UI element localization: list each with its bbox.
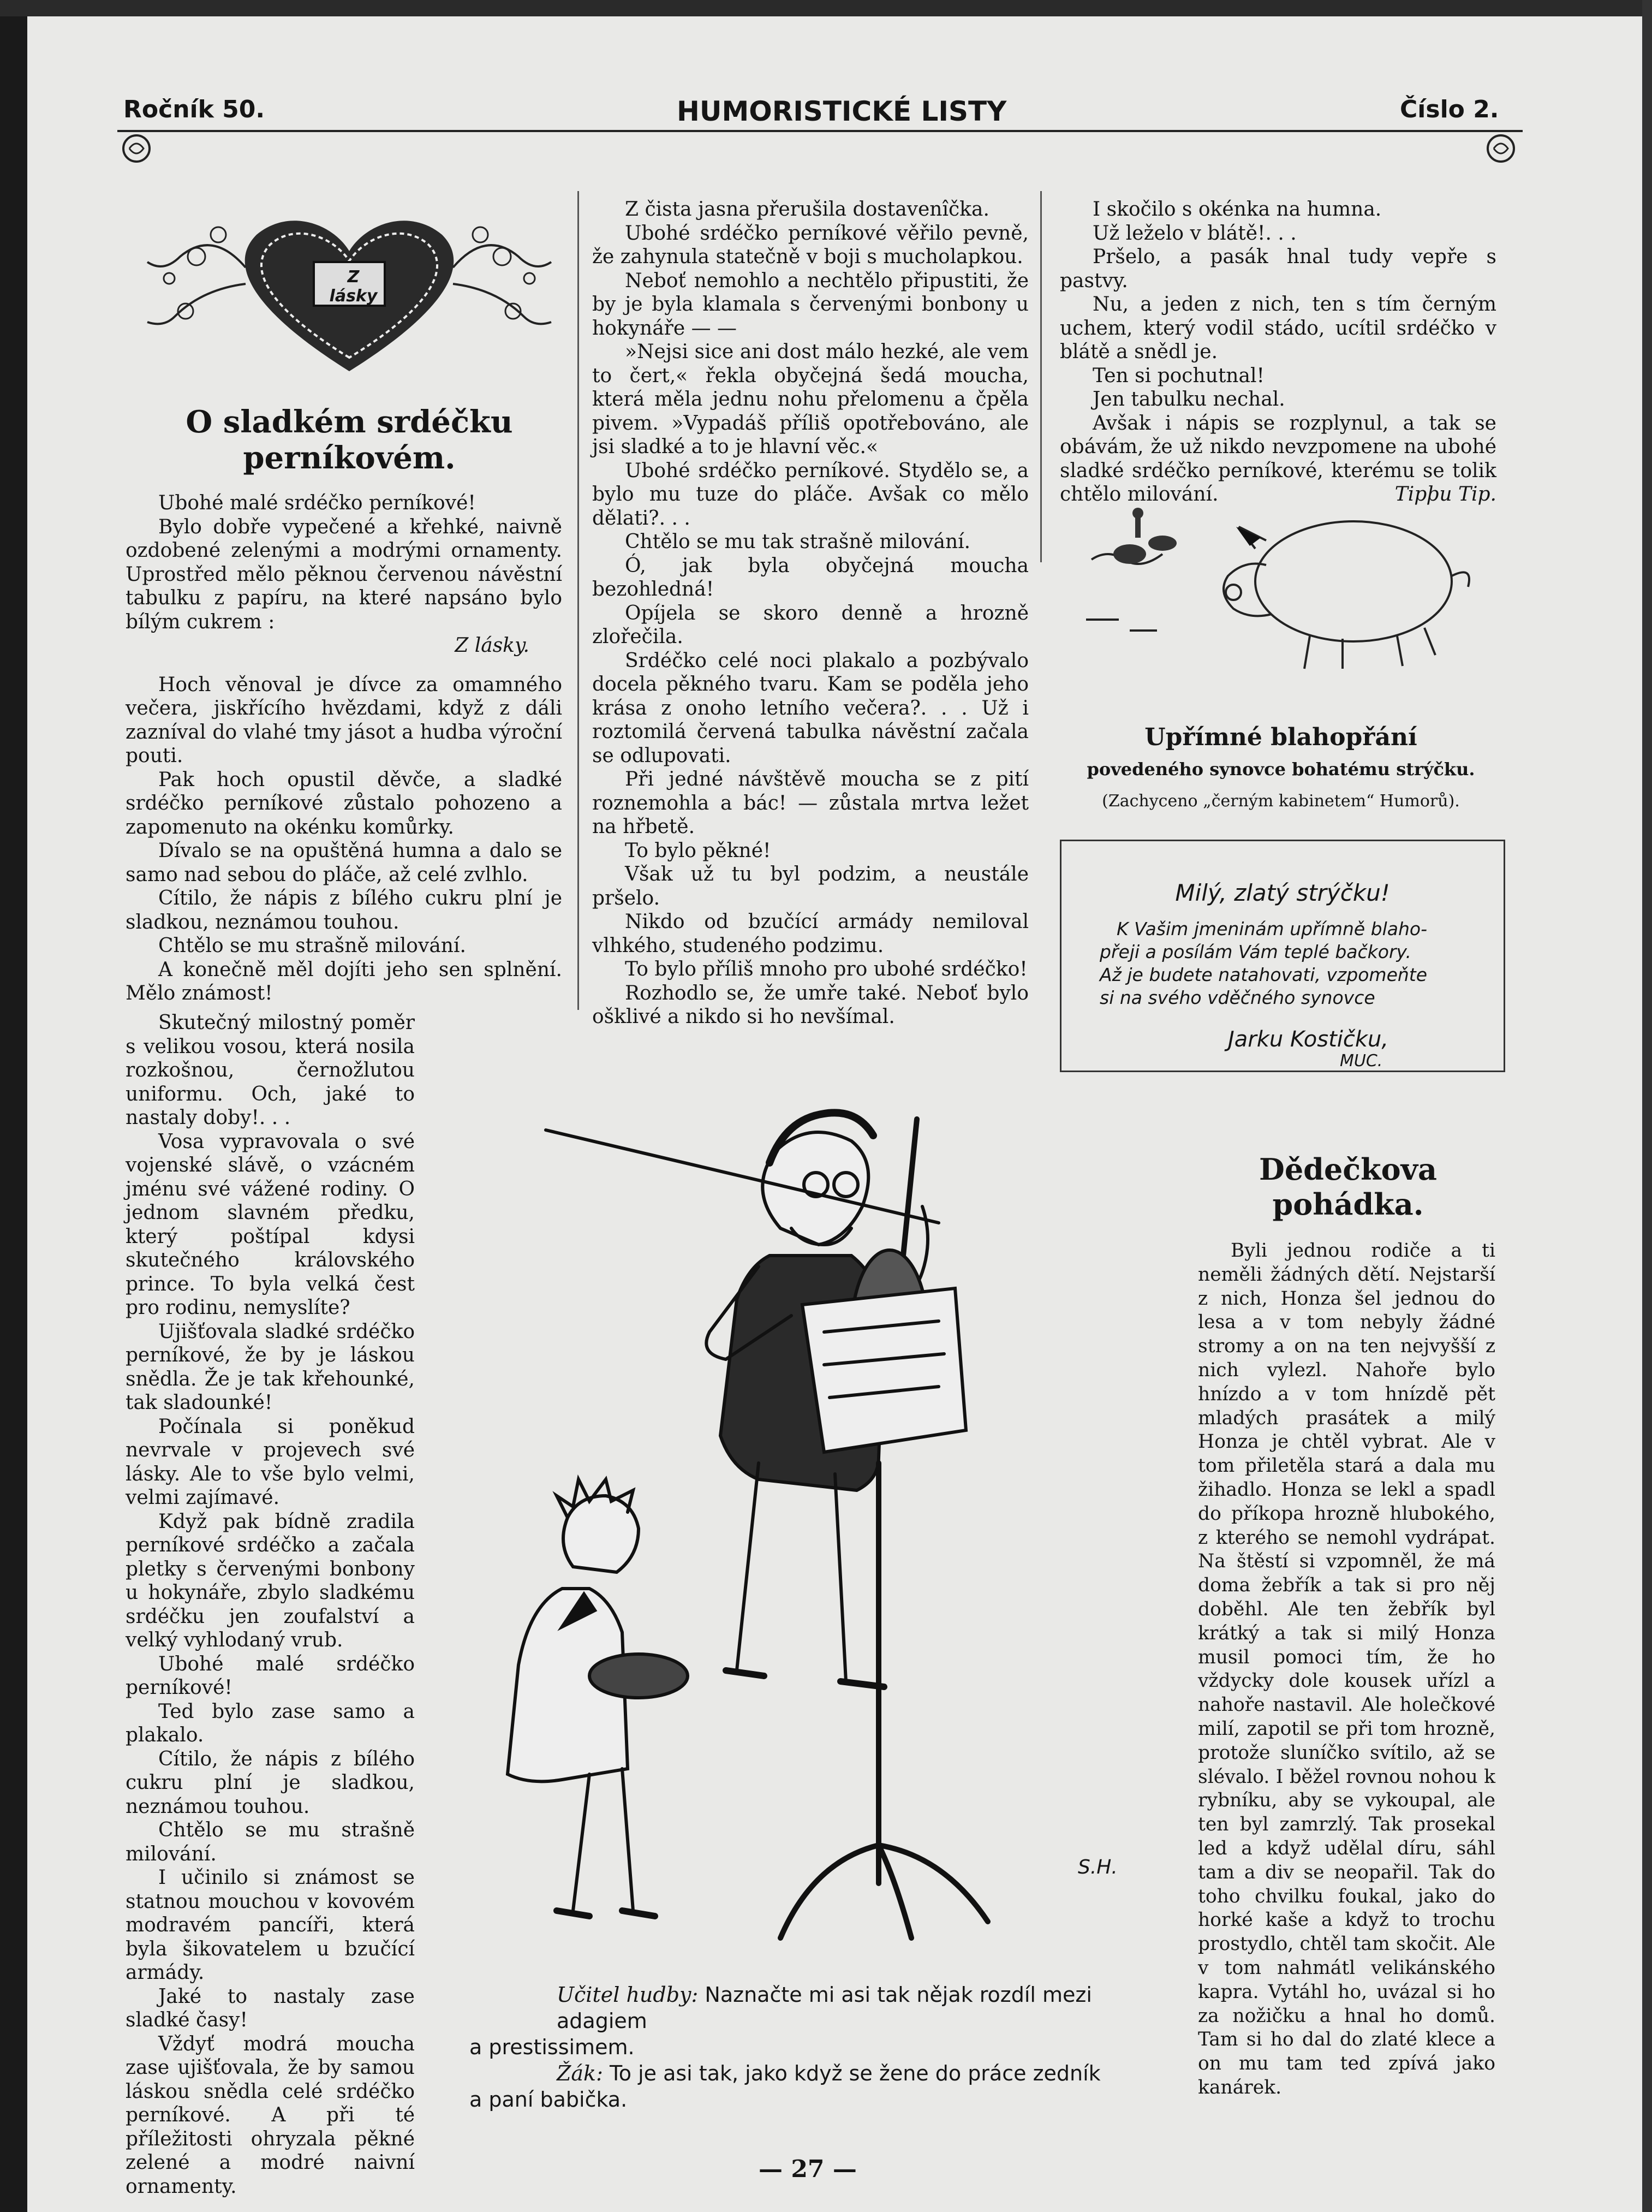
story-title-line: O sladkém srdéčku	[186, 404, 513, 440]
header-volume: Ročník 50.	[123, 96, 265, 123]
caption-line	[469, 2060, 1168, 2086]
letter-box	[1060, 840, 1505, 1072]
top-edge	[0, 0, 1652, 16]
author-signature: Tipþu Tip.	[1394, 483, 1496, 506]
caption-line: a paní babička.	[469, 2088, 628, 2112]
paragraph: Pak hoch opustil děvče, a sladké srdéčko perníkové zůstalo pohozeno a zapomenuto na okénku komůrky.	[126, 768, 562, 839]
paragraph: Ubohé srdéčko perníkové věřilo pevně, že zahynula statečně v boji s mucholapkou.	[592, 222, 1029, 268]
letter-sign: Jarku Kostičku,	[1228, 1027, 1389, 1052]
paragraph: Ubohé srdéčko perníkové. Stydělo se, a bylo mu tuze do pláče. Avšak co mělo dělati?. . .	[592, 459, 1029, 530]
paragraph: Vosa vypravovala o své vojenské slávě, o vzácném jménu své vážené rodiny. O jednom slavném předku, který poštípal kdysi skutečného královského prince. To byla velká čest pro rodinu, nemyslíte?	[126, 1130, 415, 1319]
page-number: — 27 —	[759, 2155, 857, 2183]
story2-title	[1195, 1152, 1501, 1222]
paragraph: Chtělo se mu strašně milování.	[126, 1819, 415, 1865]
paragraph: Při jedné návštěvě moucha se z pití roznemohla a bác! — zůstala mrtva ležet na hřbetě.	[592, 768, 1029, 838]
paragraph: Už leželo v blátě!. . .	[1093, 222, 1297, 245]
illustration-signature: S.H.	[1078, 1856, 1118, 1878]
right-edge	[1642, 0, 1652, 2212]
column-divider	[577, 191, 579, 1010]
story2-text	[1198, 1239, 1495, 2100]
paragraph: Když pak bídně zradila perníkové srdéčko a začala pletky s červenými bonbony u hokynáře, zbylo sladkému srdéčku jen zoufalství a velký vyhlodaný vrub.	[126, 1510, 415, 1651]
story-column-2	[592, 198, 1029, 1029]
paragraph: Ubohé malé srdéčko perníkové!	[126, 1652, 415, 1699]
letter-line: si na svého vděčného synovce	[1100, 987, 1375, 1008]
caption-text: To je asi tak, jako když se žene do práce zedník	[609, 2061, 1101, 2085]
paragraph: Chtělo se mu tak strašně milování.	[625, 531, 971, 553]
paragraph: Vždyť modrá moucha zase ujišťovala, že by samou láskou snědla celé srdéčko perníkové. A při té příležitosti ohryzala pěkné zelené a modré naivní ornamenty.	[126, 2032, 415, 2198]
congrats-subtitle: povedeného synovce bohatému strýčku.	[1087, 759, 1475, 780]
paragraph: Cítilo, že nápis z bílého cukru plní je sladkou, neznámou touhou.	[126, 887, 562, 933]
story-column-1-narrow	[126, 1011, 415, 2198]
letter-sign-title: MUC.	[1340, 1051, 1383, 1071]
congrats-title: Upřímné blahopřání	[1144, 723, 1417, 751]
paragraph: Srdéčko celé noci plakalo a pozbývalo docela pěkného tvaru. Kam se poděla jeho krása z onoho letního večera?. . . Už i roztomilá červená tabulka návěstní začala se odlupovati.	[592, 649, 1029, 767]
letter-body	[1100, 918, 1427, 1009]
caption-text: Naznačte mi asi tak nějak rozdíl mezi adagiem	[557, 1983, 1092, 2033]
paragraph: Byli jednou rodiče a ti neměli žádných dětí. Nejstarší z nich, Honza šel jednou do lesa a v tom nebyly žádné stromy a on na ten nejvyšší z nich vylezl. Nahoře bylo hnízdo a v tom hnízdě pět mladých prasátek a milý Honza je chtěl vybrat. Ale v tom přiletěla stará a dala mu žihadlo. Honza se lekl a spadl do příkopa hrozně hlubokého, z kterého se nemohl vydrápat. Na štěstí si vzpomněl, že má doma žebřík a tak si pro něj doběhl. Ale ten žebřík byl krátký a tak si milý Honza musil pomoci tím, že ho vždycky dole kousek uřízl a nahoře nastavil. Ale holečkové milí, zapotil se při tom hrozně, protože sluníčko svítilo, až se slévalo. I běžel rovnou nohou k rybníku, aby se vykoupal, ale ten byl zamrzlý. Tak prosekal led a když udělal díru, sáhl tam a div se neopařil. Tak do toho chvilku foukal, jako do horké kaše a když to trochu prostydlo, chtěl tam skočit. Ale v tom nahmátl velikánského kapra. Vytáhl ho, uvázal si ho za nožičku a hnal ho domů. Tam si ho dal do zlaté klece a on mu tam ted zpívá jako kanárek.	[1198, 1240, 1495, 2098]
paragraph: Chtělo se mu strašně milování.	[158, 935, 466, 957]
story-title-line: perníkovém.	[243, 440, 456, 476]
column-divider	[1040, 191, 1042, 562]
paragraph: Ujišťovala sladké srdéčko perníkové, že by je láskou snědla. Že je tak křehounké, tak sladounké!	[126, 1320, 415, 1414]
caption-speaker: Učitel hudby:	[557, 1983, 699, 2007]
paragraph: Bylo dobře vypečené a křehké, naivně ozdobené zelenými a modrými ornamenty. Uprostřed mělo pěknou červenou návěstní tabulku z papíru, na které napsáno bylo bílým cukrem :	[126, 515, 562, 633]
caption-line	[469, 1982, 1168, 2034]
paragraph: Avšak i nápis se rozplynul, a tak se obávám, že už nikdo nevzpomene na ubohé sladké srdéčko perníkové, kterému se tolik chtělo milování.	[1060, 412, 1496, 506]
story2-title-line: pohádka.	[1272, 1187, 1424, 1222]
paragraph: Jaké to nastaly zase sladké časy!	[126, 1985, 415, 2031]
ornament-icon	[117, 132, 156, 165]
paragraph: Z čista jasna přerušila dostavenîčka.	[625, 198, 989, 221]
letter-line: přeji a posílám Vám teplé bačkory.	[1100, 941, 1411, 962]
illustration-caption	[469, 1982, 1168, 2113]
paragraph: Hoch věnoval je dívce za omamného večera, jiskřícího hvězdami, když z dáli zazníval do vlahé tmy jásot a hudba výroční pouti.	[126, 673, 562, 767]
letter-greeting: Milý, zlatý strýčku!	[1175, 879, 1390, 906]
music-lesson-illustration	[464, 1048, 1053, 1965]
paragraph: Dívalo se na opuštěná humna a dalo se samo nad sebou do pláče, až celé zvlhlo.	[126, 840, 562, 886]
paragraph: Skutečný milostný poměr s velikou vosou, která nosila rozkošnou, černožlutou uniformu. Och, jaké to nastaly doby!. . .	[126, 1012, 415, 1129]
paragraph: To bylo příliš mnoho pro ubohé srdéčko!	[625, 958, 1028, 980]
caption-speaker: Žák:	[557, 2061, 603, 2085]
paragraph: Ten si pochutnal!	[1093, 364, 1265, 387]
story-title	[126, 404, 573, 476]
paragraph: Ubohé malé srdéčko perníkové!	[158, 492, 476, 514]
paragraph: »Nejsi sice ani dost málo hezké, ale vem to čert,« řekla obyčejná šedá moucha, která měla jednu nohu přelomenu a čpěla pivem. »Vypadáš příliš opotřebováno, ale jsi sladké a to je hlavní věc.«	[592, 341, 1029, 458]
paragraph: Rozhodlo se, že umře také. Neboť bylo ošklivé a nikdo si ho nevšímal.	[592, 982, 1029, 1028]
letter-line: Až je budete natahovati, vzpomeňte	[1100, 964, 1428, 985]
story-column-3	[1060, 198, 1496, 506]
paragraph: I učinilo si známost se statnou mouchou v kovovém modravém pancíři, která byla šikovatelem u bzučící armády.	[126, 1866, 415, 1984]
paragraph: To bylo pěkné!	[625, 839, 771, 862]
congrats-note: (Zachyceno „černým kabinetem“ Humorů).	[1102, 792, 1460, 811]
ornament-icon	[1482, 132, 1520, 165]
heart-label: Z lásky	[329, 267, 378, 306]
paragraph: Pršelo, a pasák hnal tudy vepře s pastvy.	[1060, 246, 1496, 292]
paragraph: Cítilo, že nápis z bílého cukru plní je sladkou, neznámou touhou.	[126, 1747, 415, 1818]
paragraph: Neboť nemohlo a nechtělo připustiti, že by je byla klamala s červenými bonbony u hokynáře — —	[592, 269, 1029, 340]
caption-line: a prestissimem.	[469, 2035, 635, 2059]
paragraph: Počínala si poněkud nevrvale v projevech své lásky. Ale to vše bylo velmi, velmi zajímavé.	[126, 1415, 415, 1509]
header-rule	[117, 130, 1523, 132]
paragraph: I skočilo s okénka na humna.	[1093, 198, 1382, 221]
header-issue: Číslo 2.	[1400, 96, 1499, 123]
paragraph: Opíjela se skoro denně a hrozně zlořečila.	[592, 602, 1029, 648]
letter-line: K Vašim jmeninám upřímně blaho-	[1116, 918, 1428, 939]
left-edge	[0, 0, 27, 2212]
story-column-1	[126, 491, 562, 1006]
paragraph: Nu, a jeden z nich, ten s tím černým uchem, který vodil stádo, ucítil srdéčko v blátě a snědl je.	[1060, 293, 1496, 363]
header-title: HUMORISTICKÉ LISTY	[677, 96, 1007, 127]
paragraph: Ted bylo zase samo a plakalo.	[126, 1700, 415, 1746]
paragraph: Jen tabulku nechal.	[1093, 388, 1285, 411]
paragraph: Z lásky.	[455, 634, 529, 657]
paragraph: A konečně měl dojíti jeho sen splnění. Mělo známost!	[126, 958, 562, 1004]
pig-illustration	[1070, 494, 1484, 680]
story2-title-line: Dědečkova	[1259, 1152, 1437, 1187]
paragraph: Ó, jak byla obyčejná moucha bezohledná!	[592, 554, 1029, 600]
paragraph: Nikdo od bzučící armády nemiloval vlhkého, studeného podzimu.	[592, 911, 1029, 957]
paragraph: Však už tu byl podzim, a neustále pršelo.	[592, 863, 1029, 909]
